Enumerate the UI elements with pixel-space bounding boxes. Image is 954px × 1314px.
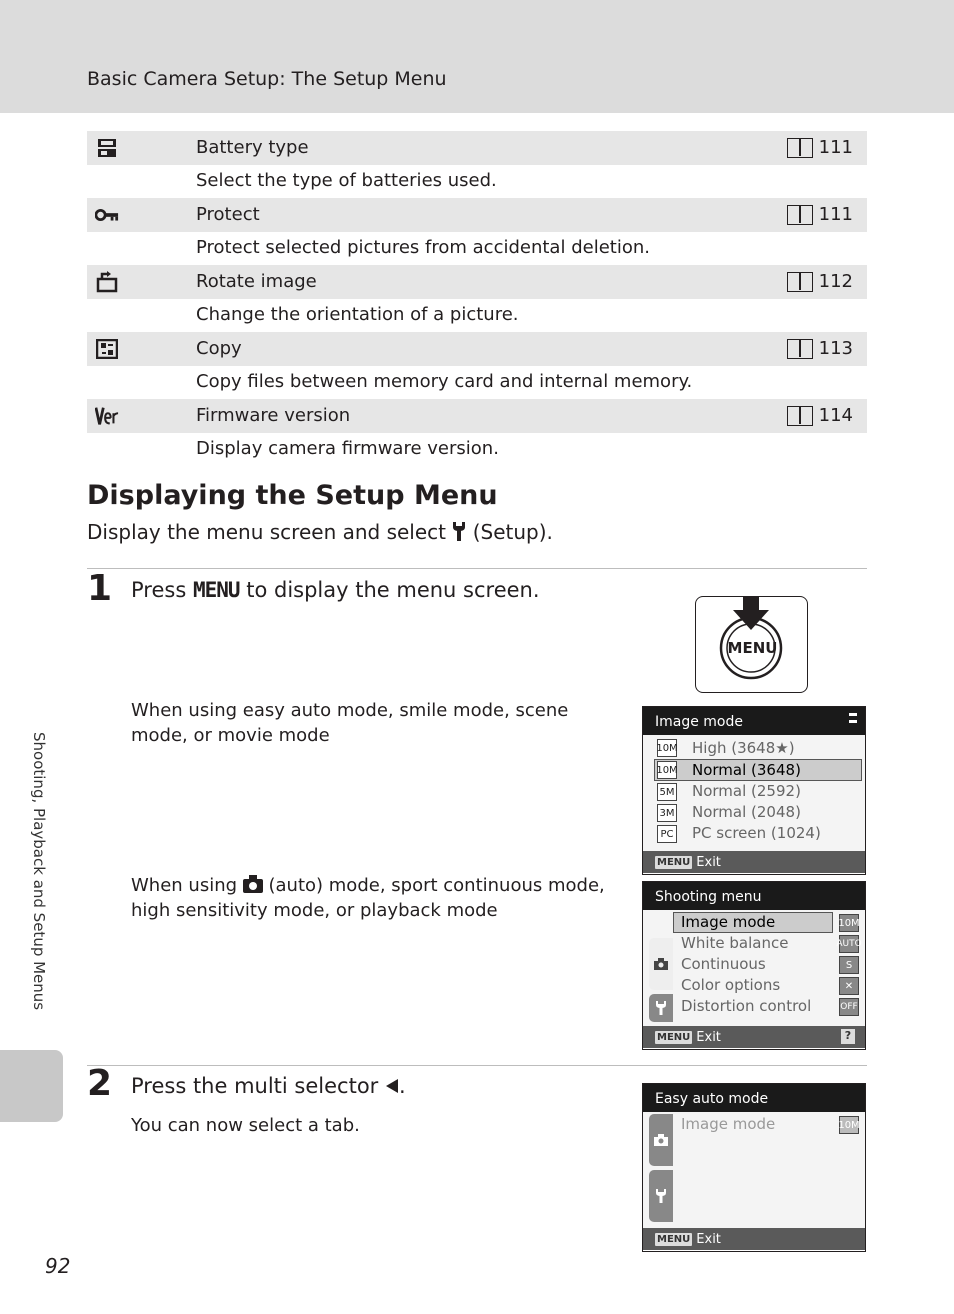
setting-value-icon: AUTO xyxy=(839,935,859,953)
table-row xyxy=(87,332,867,366)
section-title: Displaying the Setup Menu xyxy=(87,480,498,511)
table-row-desc xyxy=(87,299,867,332)
book-icon xyxy=(787,272,813,292)
step-number: 1 xyxy=(87,568,113,609)
row-description: Select the type of batteries used. xyxy=(196,170,497,191)
option[interactable]: Distortion control xyxy=(681,997,812,1015)
exit-label[interactable]: Exit xyxy=(696,1231,721,1247)
option[interactable]: White balance xyxy=(681,934,789,952)
camera-icon xyxy=(243,875,263,893)
camera-screen-shooting-menu xyxy=(642,881,866,1050)
setting-value-icon: S xyxy=(839,956,859,974)
page-header xyxy=(0,0,954,113)
page-ref: 111 xyxy=(787,137,853,158)
table-row-desc xyxy=(87,433,867,466)
option[interactable]: Normal (2048) xyxy=(692,803,801,821)
ver-icon xyxy=(95,405,119,427)
size-icon: 10M xyxy=(657,761,677,779)
camera-icon xyxy=(654,958,668,970)
table-row xyxy=(87,265,867,299)
tab-camera[interactable] xyxy=(649,938,673,990)
row-description: Protect selected pictures from accidental deletion. xyxy=(196,237,650,258)
table-row-desc xyxy=(87,165,867,198)
screen-body xyxy=(643,1112,865,1228)
screen-title: Easy auto mode xyxy=(643,1084,865,1112)
menu-button-label: MENU xyxy=(727,639,778,657)
page-ref: 114 xyxy=(787,405,853,426)
note-text: When using easy auto mode, smile mode, scene mode, or movie mode xyxy=(131,700,569,746)
screen-title: Image mode xyxy=(643,707,865,735)
screen-footer xyxy=(643,1228,865,1250)
table-row xyxy=(87,198,867,232)
book-icon xyxy=(787,138,813,158)
table-row-desc xyxy=(87,232,867,265)
size-icon: 5M xyxy=(657,783,677,801)
table-row xyxy=(87,131,867,165)
wrench-icon xyxy=(656,1189,666,1203)
tab-setup[interactable] xyxy=(649,994,673,1022)
option-selected[interactable]: Normal (3648) xyxy=(692,761,801,779)
page-number: 92 xyxy=(45,1254,71,1278)
help-icon[interactable]: ? xyxy=(841,1029,855,1044)
left-arrow-icon xyxy=(385,1078,399,1094)
camera-screen-easy-auto xyxy=(642,1083,866,1252)
screen-footer xyxy=(643,1026,865,1048)
step-instruction: Press MENU to display the menu screen. xyxy=(131,578,540,602)
page-ref: 112 xyxy=(787,271,853,292)
row-description: Change the orientation of a picture. xyxy=(196,304,519,325)
page-ref: 111 xyxy=(787,204,853,225)
note-text: You can now select a tab. xyxy=(131,1115,360,1136)
row-label: Rotate image xyxy=(196,271,317,292)
option[interactable]: Image mode xyxy=(681,1115,776,1133)
battery-icon xyxy=(849,713,857,723)
screen-title: Shooting menu xyxy=(643,882,865,910)
camera-screen-image-mode xyxy=(642,706,866,875)
chapter-tab xyxy=(0,1050,63,1122)
header-title: Basic Camera Setup: The Setup Menu xyxy=(87,68,447,90)
size-icon: 10M xyxy=(657,739,677,757)
wrench-icon xyxy=(656,1001,666,1015)
option[interactable]: PC screen (1024) xyxy=(692,824,821,842)
row-description: Copy files between memory card and internal memory. xyxy=(196,371,693,392)
menu-tag: MENU xyxy=(657,1031,691,1043)
key-icon xyxy=(95,204,119,226)
setup-table xyxy=(87,131,867,466)
menu-tag: MENU xyxy=(657,856,691,868)
option[interactable]: Normal (2592) xyxy=(692,782,801,800)
table-row xyxy=(87,399,867,433)
table-row-desc xyxy=(87,366,867,399)
tab-setup[interactable] xyxy=(649,1170,673,1222)
setting-value-icon: ✕ xyxy=(839,977,859,995)
sidebar-chapter-label: Shooting, Playback and Setup Menus xyxy=(30,732,48,1011)
page-ref: 113 xyxy=(787,338,853,359)
option[interactable]: Color options xyxy=(681,976,781,994)
size-icon: PC xyxy=(657,825,677,843)
wrench-icon xyxy=(452,521,466,541)
divider xyxy=(87,1065,867,1066)
row-label: Copy xyxy=(196,338,242,359)
exit-label[interactable]: Exit xyxy=(696,1029,721,1045)
option-selected[interactable]: Image mode xyxy=(681,913,776,931)
tab-easy-auto[interactable] xyxy=(649,1114,673,1166)
book-icon xyxy=(787,205,813,225)
menu-button-illustration xyxy=(695,596,808,693)
section-subtitle: Display the menu screen and select (Setup). xyxy=(87,520,553,544)
copy-icon xyxy=(95,338,119,360)
book-icon xyxy=(787,406,813,426)
setting-value-icon: 10M xyxy=(839,1116,859,1134)
step-number: 2 xyxy=(87,1063,113,1104)
menu-word: MENU xyxy=(192,578,240,602)
size-icon: 3M xyxy=(657,804,677,822)
battery-icon xyxy=(95,137,119,159)
step-instruction: Press the multi selector . xyxy=(131,1074,406,1098)
exit-label[interactable]: Exit xyxy=(696,854,721,870)
note-text: When using (auto) mode, sport continuous mode, high sensitivity mode, or playback mode xyxy=(131,875,605,921)
screen-body xyxy=(643,735,865,851)
row-label: Firmware version xyxy=(196,405,351,426)
menu-tag: MENU xyxy=(657,1233,691,1245)
setting-value-icon: 10M xyxy=(839,914,859,932)
camera-icon xyxy=(654,1134,668,1146)
screen-body xyxy=(643,910,865,1026)
row-label: Protect xyxy=(196,204,260,225)
book-icon xyxy=(787,339,813,359)
divider xyxy=(87,568,867,569)
row-label: Battery type xyxy=(196,137,309,158)
setting-value-icon: OFF xyxy=(839,998,859,1016)
screen-footer xyxy=(643,851,865,873)
rotate-icon xyxy=(95,271,119,293)
row-description: Display camera firmware version. xyxy=(196,438,499,459)
option[interactable]: High (3648★) xyxy=(692,739,795,757)
option[interactable]: Continuous xyxy=(681,955,766,973)
